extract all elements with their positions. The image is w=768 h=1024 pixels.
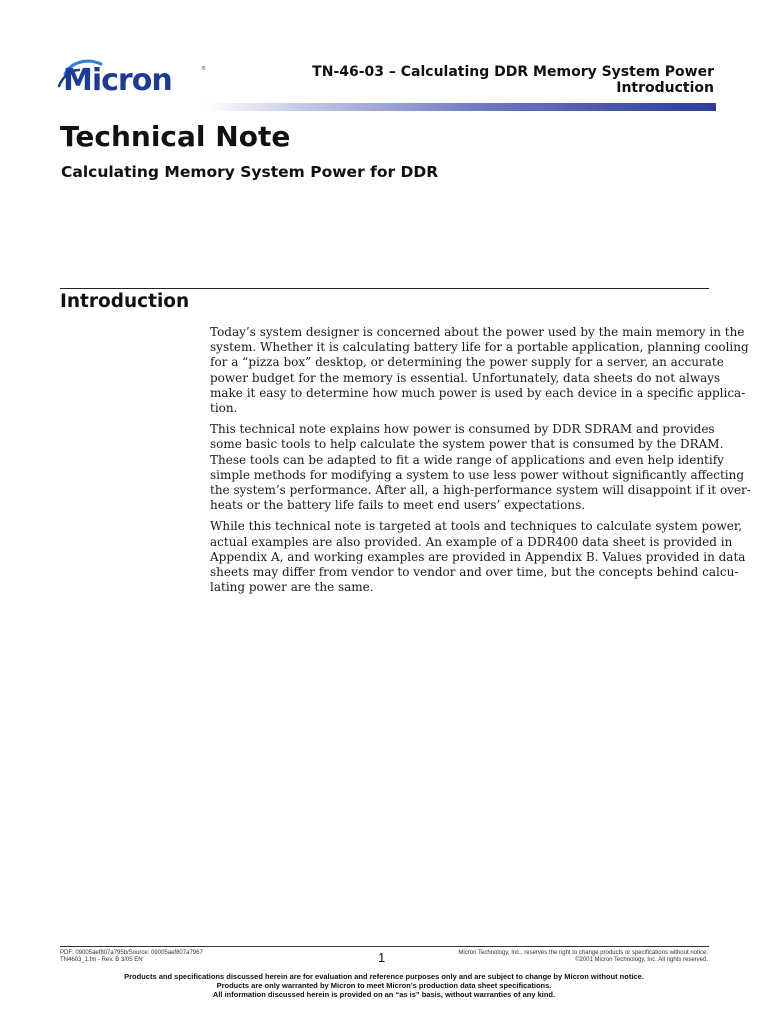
doc-id-line: TN-46-03 – Calculating DDR Memory System Power: [312, 64, 714, 80]
section-heading: Introduction: [60, 291, 190, 312]
text-line: These tools can be adapted to fit a wide range of applications and even help identify: [210, 452, 724, 467]
footer-pdf-id: PDF: 09005aef807a795b/Source: 09005aef807a7967: [60, 950, 203, 956]
text-line: sheets may differ from vendor to vendor and over time, but the concepts behind calcu-: [210, 565, 739, 580]
disclaimer-line: All information discussed herein is provided on an “as is” basis, without warranties of any kind.: [212, 990, 556, 999]
disclaimer-line: Products are only warranted by Micron to meet Micron’s production data sheet specifications.: [216, 981, 552, 990]
paragraph-2: [210, 422, 751, 513]
page-subtitle: Calculating Memory System Power for DDR: [61, 163, 439, 181]
footer-notice: Micron Technology, Inc., reserves the right to change products or specifications without notice.: [458, 950, 708, 956]
text-line: power budget for the memory is essential. Unfortunately, data sheets do not always: [210, 370, 721, 385]
text-line: While this technical note is targeted at tools and techniques to calculate system power,: [210, 519, 743, 534]
footer-copyright: [458, 950, 708, 964]
text-line: Appendix A, and working examples are provided in Appendix B. Values provided in data: [210, 549, 746, 564]
page-number: 1: [378, 950, 386, 965]
text-line: lating power are the same.: [210, 580, 374, 595]
body-text: [210, 325, 751, 601]
footer-disclaimer: [0, 972, 768, 999]
micron-logo-icon: [57, 56, 207, 96]
footer-rights: ©2001 Micron Technology, Inc. All rights reserved.: [575, 957, 708, 963]
disclaimer-line: Products and specifications discussed herein are for evaluation and reference purposes only and are subject to change by Micron without notice.: [124, 972, 644, 981]
section-line: Introduction: [616, 80, 714, 96]
text-line: Today’s system designer is concerned about the power used by the main memory in the: [210, 325, 745, 339]
text-line: system. Whether it is calculating battery life for a portable application, planning cooling: [210, 340, 749, 355]
text-line: simple methods for modifying a system to use less power without significantly affecting: [210, 467, 745, 482]
page-title: Technical Note: [60, 120, 291, 153]
logo-wordmark: Micron: [63, 63, 172, 96]
text-line: heats or the battery life fails to meet end users’ expectations.: [210, 498, 586, 513]
text-line: the system’s performance. After all, a high-performance system will disappoint if it over-: [210, 483, 751, 498]
text-line: tion.: [210, 401, 238, 416]
header-gradient-bar: [206, 103, 716, 111]
micron-logo: [57, 56, 207, 96]
section-divider: [60, 288, 709, 289]
footer-divider: [60, 946, 709, 947]
text-line: This technical note explains how power is consumed by DDR SDRAM and provides: [210, 422, 715, 437]
footer-file-rev: TN4603_1.fm - Rev. B 3/05 EN: [60, 957, 143, 963]
footer-source-info: [60, 950, 203, 964]
paragraph-1: [210, 325, 749, 416]
text-line: for a “pizza box” desktop, or determining the power supply for a server, an accurate: [210, 355, 724, 370]
text-line: some basic tools to help calculate the system power that is consumed by the DRAM.: [210, 437, 724, 452]
paragraph-3: [210, 519, 746, 595]
document-header: [312, 64, 714, 96]
svg-text:®: ®: [201, 66, 206, 72]
text-line: make it easy to determine how much power is used by each device in a specific applica-: [210, 385, 746, 400]
text-line: actual examples are also provided. An example of a DDR400 data sheet is provided in: [210, 534, 733, 549]
